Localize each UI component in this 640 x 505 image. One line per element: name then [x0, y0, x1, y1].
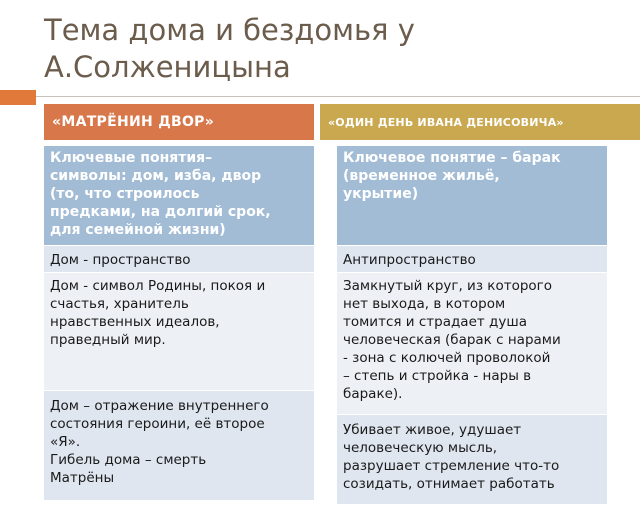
right-row-circle: Замкнутый круг, из которого нет выхода, в котором томится и страдает душа человеческая (барак с нарами - зона с колючей проволокой – степь и стройка - нары в бараке). [337, 273, 607, 415]
right-header-cell: Ключевое понятие – барак (временное жильё, укрытие) [337, 146, 607, 246]
title-divider [36, 96, 640, 97]
left-row-reflection: Дом – отражение внутреннего состояния героини, её второе «Я». Гибель дома – смерть Матрёны [44, 391, 314, 501]
accent-bar [0, 90, 36, 105]
left-row-space: Дом - пространство [44, 246, 314, 273]
right-column [337, 146, 607, 505]
tab-left-label: «МАТРЁНИН ДВОР» [52, 114, 215, 130]
left-row-symbol: Дом - символ Родины, покоя и счастья, хранитель нравственных идеалов, праведный мир. [44, 273, 314, 391]
slide-title: Тема дома и бездомья у А.Солженицына [44, 13, 415, 84]
right-row-antispace: Антипространство [337, 246, 607, 273]
tab-matrenin-dvor [44, 104, 314, 140]
tab-right-label: «ОДИН ДЕНЬ ИВАНА ДЕНИСОВИЧА» [328, 115, 564, 129]
left-header-cell: Ключевые понятия– символы: дом, изба, двор (то, что строилось предками, на долгий срок, для семейной жизни) [44, 146, 314, 246]
tab-odin-den [320, 104, 640, 140]
right-row-kills: Убивает живое, удушает человеческую мысль, разрушает стремление что-то созидать, отнимает работать [337, 415, 607, 505]
left-column [44, 146, 314, 501]
